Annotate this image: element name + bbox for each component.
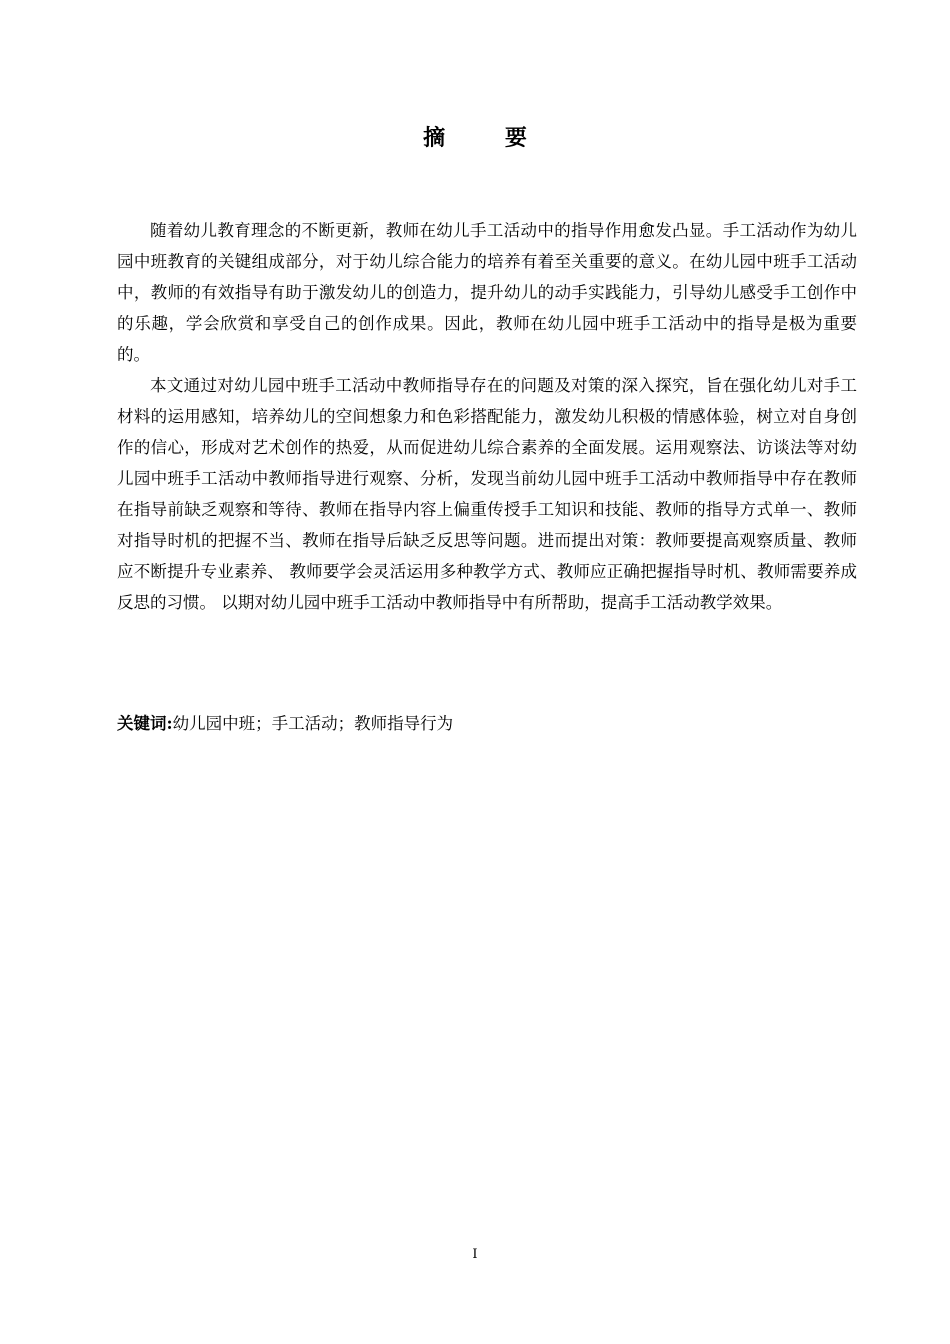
page-number: I	[472, 1247, 478, 1262]
page-title: 摘 要	[423, 125, 553, 151]
abstract-paragraph-1: 随着幼儿教育理念的不断更新，教师在幼儿手工活动中的指导作用愈发凸显。手工活动作为幼儿园中班教育的关键组成部分，对于幼儿综合能力的培养有着至关重要的意义。在幼儿园中班手工活动中，教师的有效指导有助于激发幼儿的创造力，提升幼儿的动手实践能力，引导幼儿感受手工创作中的乐趣，学会欣赏和享受自己的创作成果。因此，教师在幼儿园中班手工活动中的指导是极为重要的。	[117, 221, 857, 364]
abstract-paragraph-2: 本文通过对幼儿园中班手工活动中教师指导存在的问题及对策的深入探究，旨在强化幼儿对手工材料的运用感知，培养幼儿的空间想象力和色彩搭配能力，激发幼儿积极的情感体验，树立对自身创作的信心，形成对艺术创作的热爱，从而促进幼儿综合素养的全面发展。运用观察法、访谈法等对幼儿园中班手工活动中教师指导进行观察、分析，发现当前幼儿园中班手工活动中教师指导中存在教师在指导前缺乏观察和等待、教师在指导内容上偏重传授手工知识和技能、教师的指导方式单一、教师对指导时机的把握不当、教师在指导后缺乏反思等问题。进而提出对策：教师要提高观察质量、教师应不断提升专业素养、 教师要学会灵活运用多种教学方式、教师应正确把握指导时机、教师需要养成反思的习惯。 以期对幼儿园中班手工活动中教师指导中有所帮助，提高手工活动教学效果。	[117, 376, 857, 612]
abstract-body	[117, 215, 857, 618]
keywords-line	[117, 708, 857, 739]
keywords-value: 幼儿园中班；手工活动；教师指导行为	[172, 714, 454, 733]
keywords-label: 关键词:	[117, 714, 173, 733]
